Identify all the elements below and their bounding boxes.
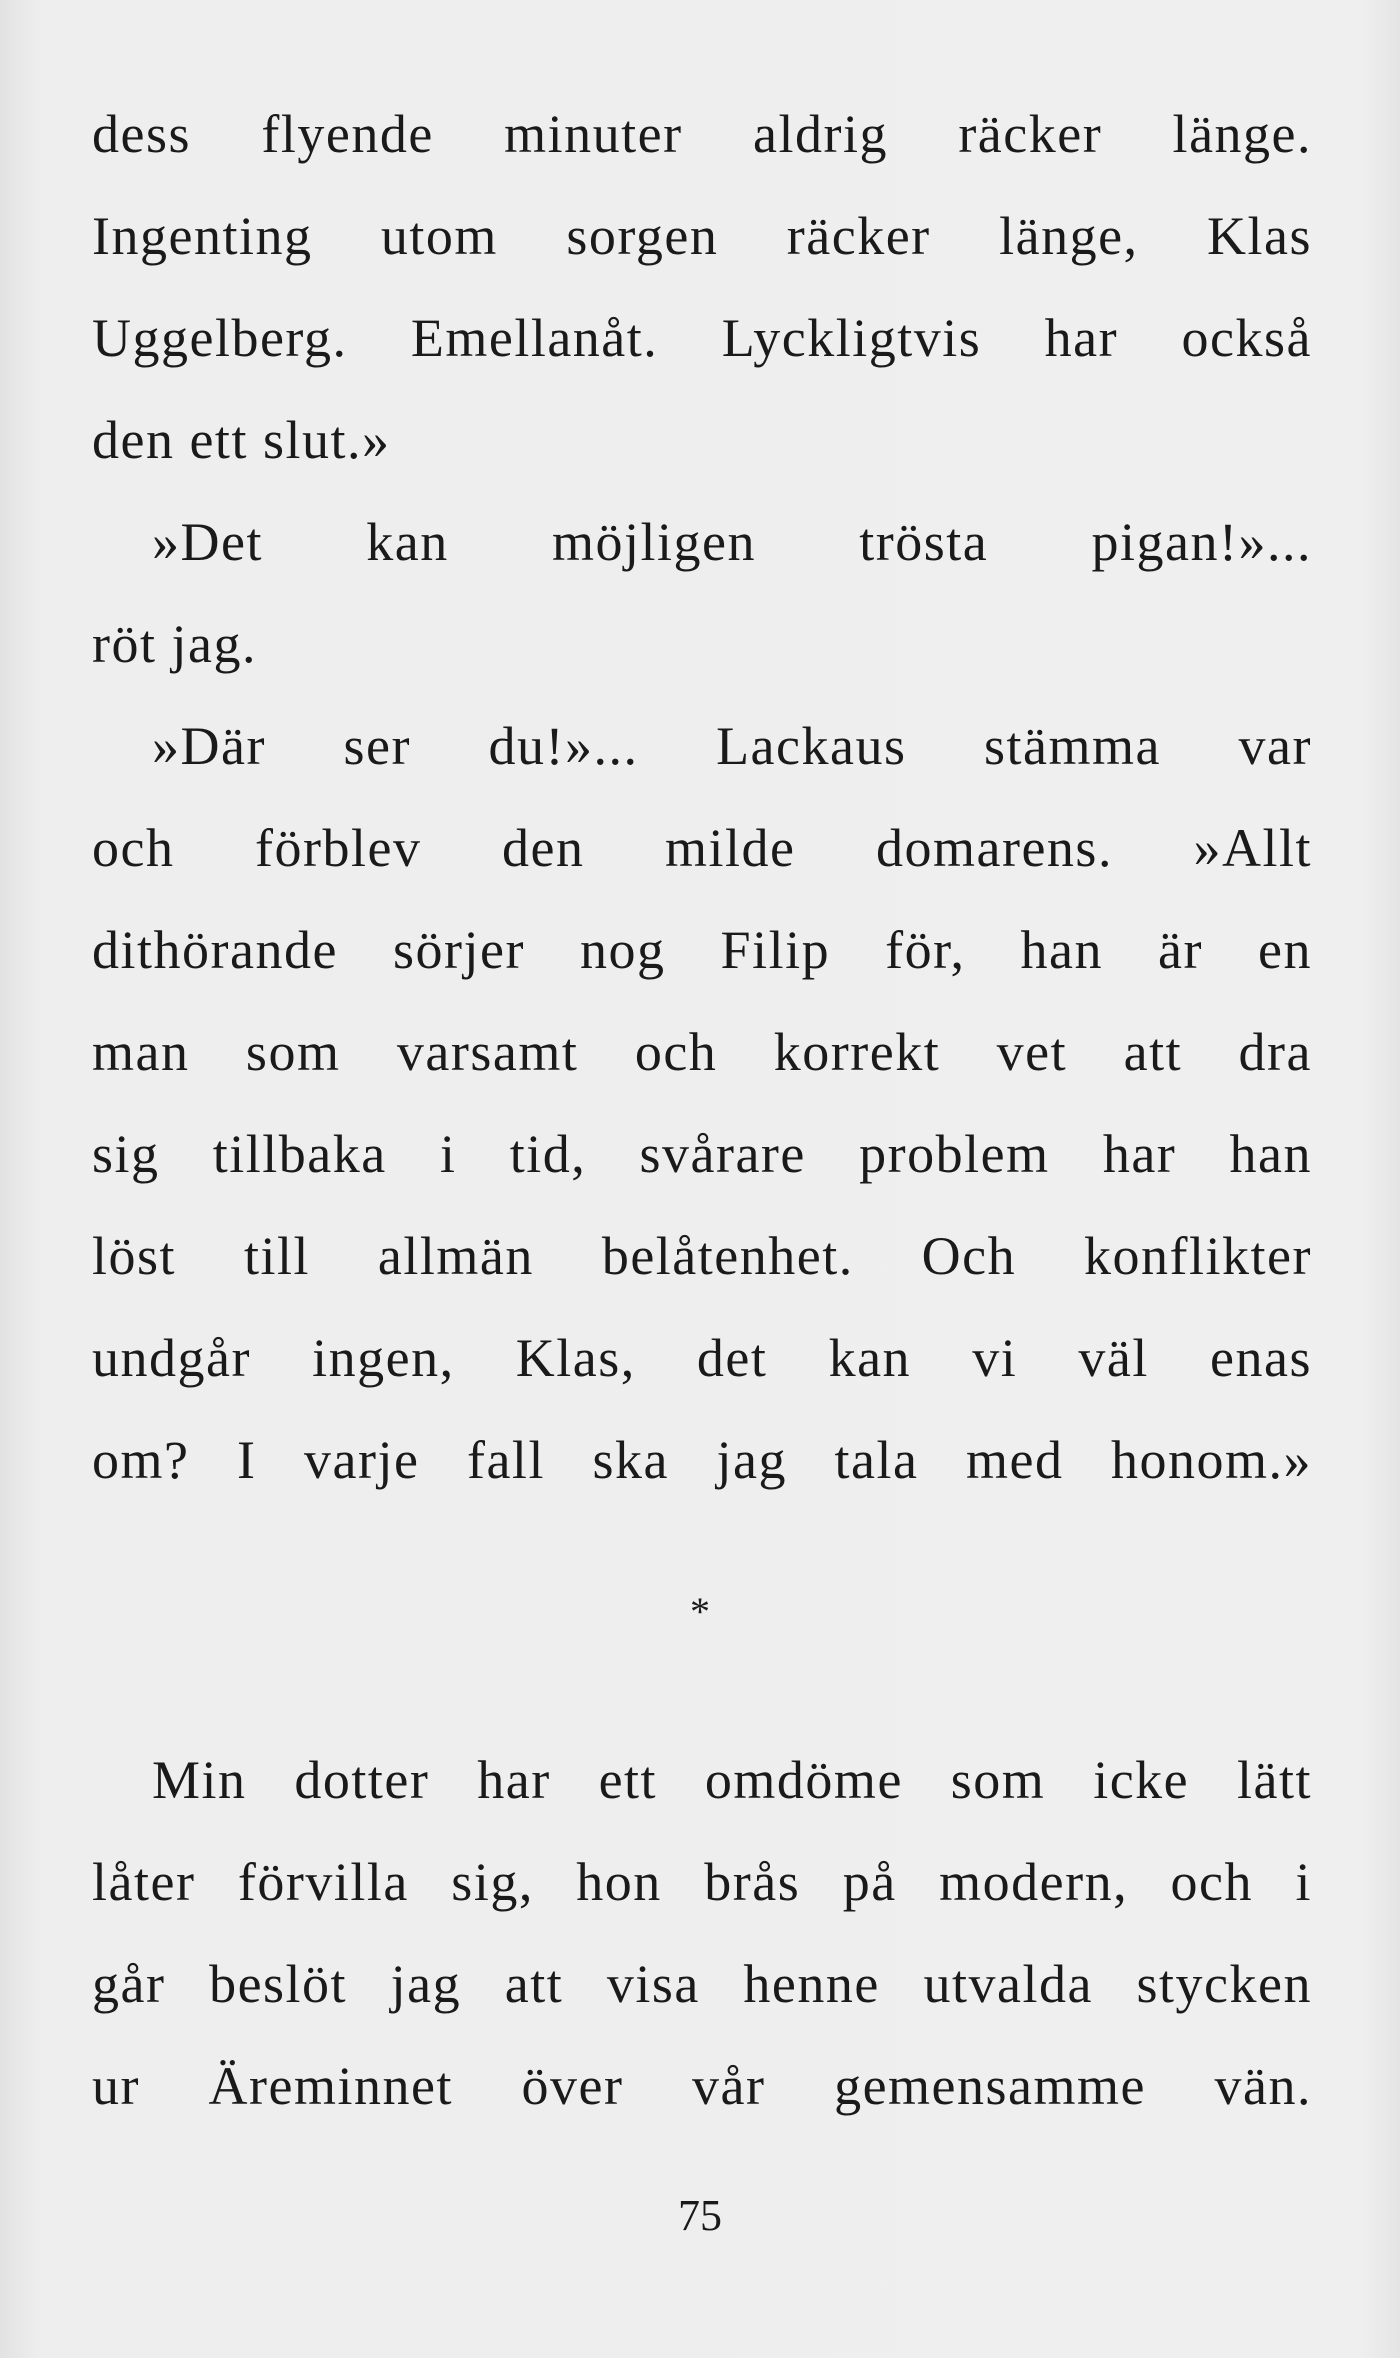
text-line: dithörande sörjer nog Filip för, han är en	[92, 920, 1312, 980]
text-line: dess flyende minuter aldrig räcker länge.	[92, 104, 1312, 164]
text-line: röt jag.	[92, 614, 257, 674]
text-line: ur Äreminnet över vår gemensamme vän.	[92, 2056, 1312, 2116]
text-line: »Där ser du!»... Lackaus stämma var	[152, 716, 1312, 776]
text-line: undgår ingen, Klas, det kan vi väl enas	[92, 1328, 1312, 1388]
text-line: sig tillbaka i tid, svårare problem har han	[92, 1124, 1312, 1184]
text-line: man som varsamt och korrekt vet att dra	[92, 1022, 1312, 1082]
text-line: den ett slut.»	[92, 410, 391, 470]
text-line: Ingenting utom sorgen räcker länge, Klas	[92, 206, 1312, 266]
text-line: och förblev den milde domarens. »Allt	[92, 818, 1312, 878]
text-line: går beslöt jag att visa henne utvalda stycken	[92, 1954, 1312, 2014]
text-line: Min dotter har ett omdöme som icke lätt	[152, 1750, 1312, 1810]
text-line: »Det kan möjligen trösta pigan!»...	[152, 512, 1312, 572]
text-line: om? I varje fall ska jag tala med honom.»	[92, 1430, 1312, 1490]
text-line: Uggelberg. Emellanåt. Lyckligtvis har också	[92, 308, 1312, 368]
text-line: låter förvilla sig, hon brås på modern, och i	[92, 1852, 1312, 1912]
section-separator: *	[690, 1589, 710, 1634]
page-number: 75	[678, 2191, 722, 2240]
text-line: löst till allmän belåtenhet. Och konflikter	[92, 1226, 1312, 1286]
